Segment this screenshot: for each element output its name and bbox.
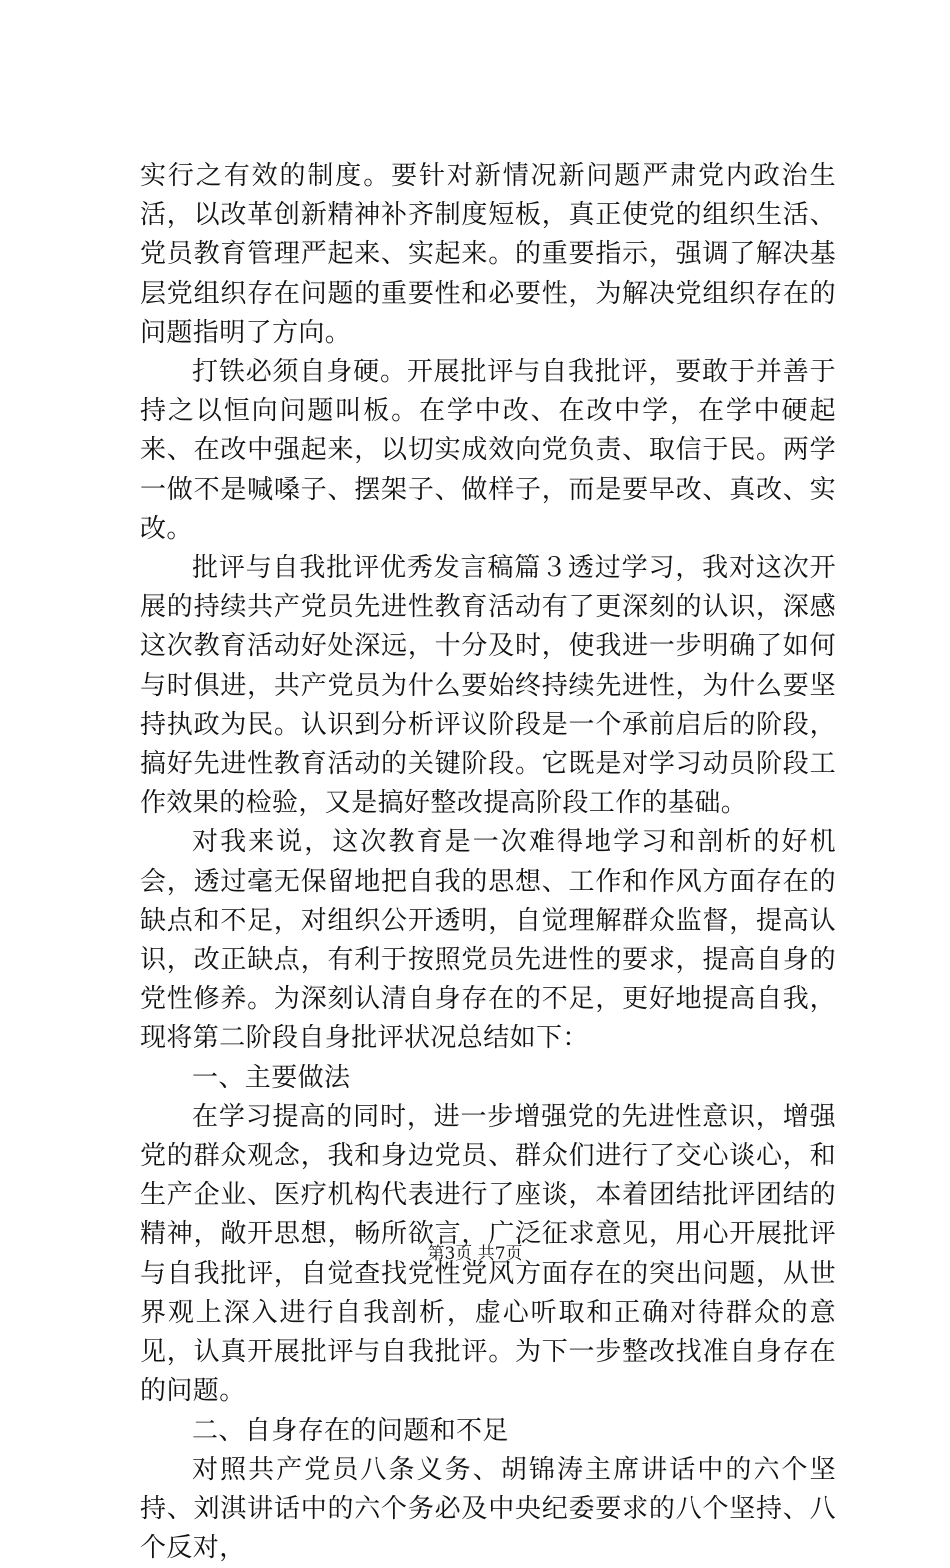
document-body (140, 157, 836, 1568)
paragraph-3: 批评与自我批评优秀发言稿篇３透过学习，我对这次开展的持续共产党员先进性教育活动有了更深刻的认识，深感这次教育活动好处深远，十分及时，使我进一步明确了如何与时俱进，共产党员为什么要始终持续先进性，为什么要坚持执政为民。认识到分析评议阶段是一个承前启后的阶段，搞好先进性教育活动的关键阶段。它既是对学习动员阶段工作效果的检验，又是搞好整改提高阶段工作的基础。 (140, 553, 836, 819)
paragraph-6: 对照共产党员八条义务、胡锦涛主席讲话中的六个坚持、刘淇讲话中的六个务必及中央纪委要求的八个坚持、八个反对， (140, 1454, 836, 1564)
paragraph-4: 对我来说，这次教育是一次难得地学习和剖析的好机会，透过毫无保留地把自我的思想、工作和作风方面存在的缺点和不足，对组织公开透明，自觉理解群众监督，提高认识，改正缺点，有利于按照党员先进性的要求，提高自身的党性修养。为深刻认清自身存在的不足，更好地提高自我，现将第二阶段自身批评状况总结如下： (140, 827, 836, 1054)
section-heading-1: 一、主要做法 (192, 1062, 351, 1093)
section-heading-2: 二、自身存在的问题和不足 (192, 1415, 509, 1446)
paragraph-5: 在学习提高的同时，进一步增强党的先进性意识，增强党的群众观念，我和身边党员、群众们进行了交心谈心，和生产企业、医疗机构代表进行了座谈，本着团结批评团结的精神，敞开思想，畅所欲言，广泛征求意见，用心开展批评与自我批评，自觉查找党性党风方面存在的突出问题，从世界观上深入进行自我剖析，虚心听取和正确对待群众的意见，认真开展批评与自我批评。为下一步整改找准自身存在的问题。 (140, 1101, 836, 1407)
paragraph-2: 打铁必须自身硬。开展批评与自我批评，要敢于并善于持之以恒向问题叫板。在学中改、在改中学，在学中硬起来、在改中强起来，以切实成效向党负责、取信于民。两学一做不是喊嗓子、摆架子、做样子，而是要早改、真改、实改。 (140, 357, 836, 544)
paragraph-1: 实行之有效的制度。要针对新情况新问题严肃党内政治生活，以改革创新精神补齐制度短板，真正使党的组织生活、党员教育管理严起来、实起来。的重要指示，强调了解决基层党组织存在问题的重要性和必要性，为解决党组织存在的问题指明了方向。 (140, 161, 836, 348)
page-number-footer: 第3页 共7页 (427, 1244, 523, 1264)
